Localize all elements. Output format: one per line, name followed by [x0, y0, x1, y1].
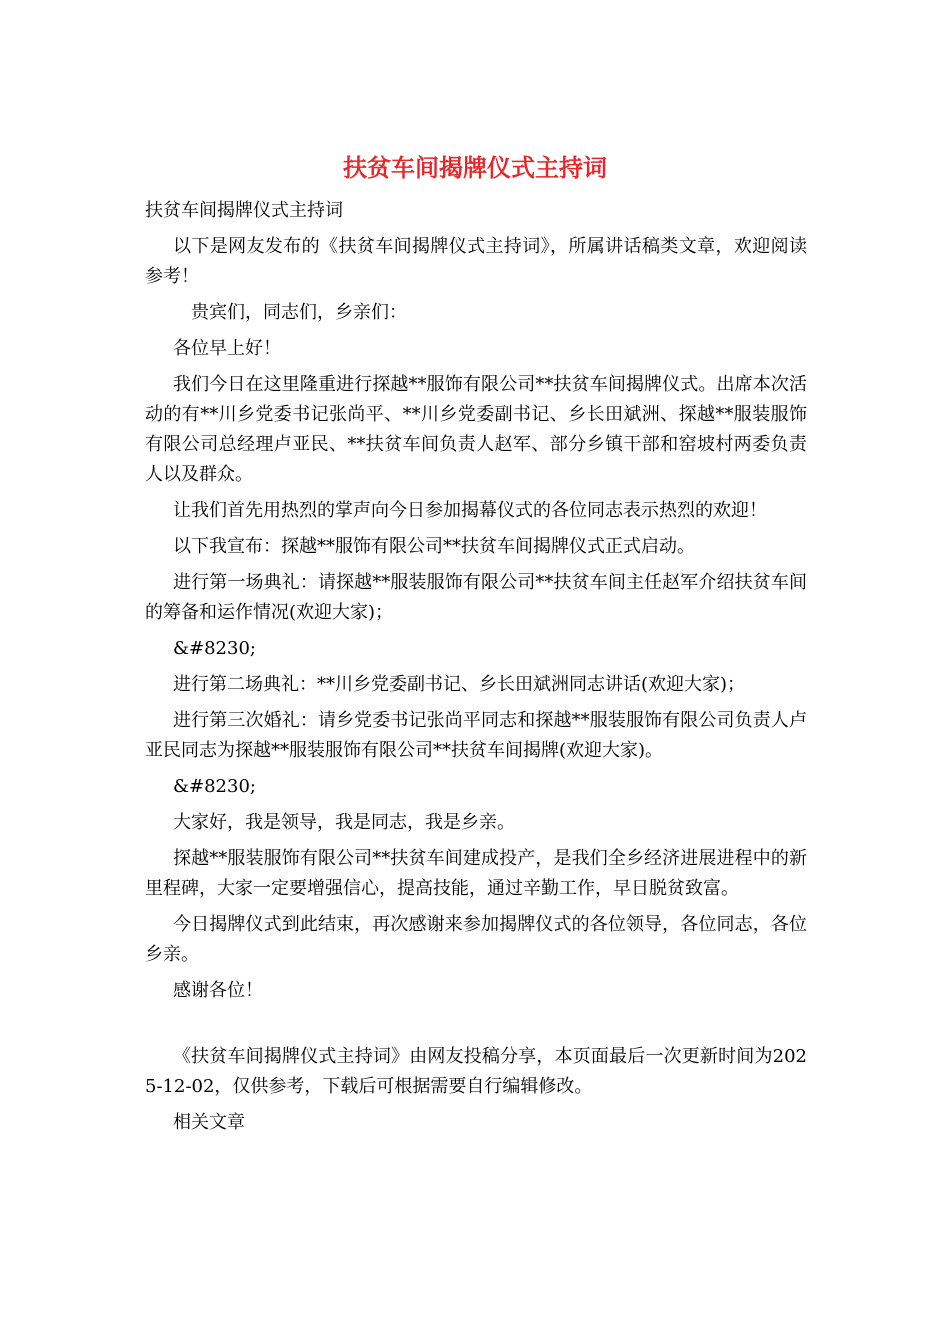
footer-note: 《扶贫车间揭牌仪式主持词》由网友投稿分享，本页面最后一次更新时间为2025-12-02，仅供参考，下载后可根据需要自行编辑修改。 [145, 1046, 807, 1097]
intro-paragraph: 以下是网友发布的《扶贫车间揭牌仪式主持词》，所属讲话稿类文章，欢迎阅读参考！ [145, 236, 807, 287]
subtitle-line: 扶贫车间揭牌仪式主持词 [145, 200, 343, 221]
ceremony-three-paragraph: 进行第三次婚礼：请乡党委书记张尚平同志和探越**服装服饰有限公司负责人卢亚民同志为探越**服装服饰有限公司**扶贫车间揭牌(欢迎大家)。 [145, 710, 807, 761]
opening-paragraph: 我们今日在这里隆重进行探越**服饰有限公司**扶贫车间揭牌仪式。出席本次活动的有**川乡党委书记张尚平、**川乡党委副书记、乡长田斌洲、探越**服装服饰有限公司总经理卢亚民、**扶贫车间负责人赵军、部分乡镇干部和窑坡村两委负责人以及群众。 [145, 374, 807, 485]
related-articles-link[interactable]: 相关文章 [173, 1112, 245, 1133]
announce-paragraph: 以下我宣布：探越**服饰有限公司**扶贫车间揭牌仪式正式启动。 [173, 536, 695, 557]
greeting-line: 贵宾们，同志们，乡亲们： [191, 302, 407, 323]
welcome-paragraph: 让我们首先用热烈的掌声向今日参加揭幕仪式的各位同志表示热烈的欢迎！ [173, 500, 767, 521]
ceremony-one-paragraph: 进行第一场典礼：请探越**服装服饰有限公司**扶贫车间主任赵军介绍扶贫车间的筹备和运作情况(欢迎大家)； [145, 572, 807, 623]
ceremony-two-paragraph: 进行第二场典礼：**川乡党委副书记、乡长田斌洲同志讲话(欢迎大家)； [173, 674, 746, 695]
morning-greeting: 各位早上好！ [173, 338, 281, 359]
ellipsis-line: &#8230; [173, 638, 256, 659]
ellipsis-line: &#8230; [173, 776, 256, 797]
thanks-line: 感谢各位！ [173, 980, 263, 1001]
closing-paragraph: 今日揭牌仪式到此结束，再次感谢来参加揭牌仪式的各位领导，各位同志，各位乡亲。 [145, 914, 807, 965]
speech-paragraph: 大家好，我是领导，我是同志，我是乡亲。 [173, 812, 515, 833]
document-body [145, 196, 807, 1144]
spacer [145, 1012, 807, 1042]
milestone-paragraph: 探越**服装服饰有限公司**扶贫车间建成投产，是我们全乡经济进展进程中的新里程碑，大家一定要增强信心，提高技能，通过辛勤工作，早日脱贫致富。 [145, 848, 807, 899]
document-title: 扶贫车间揭牌仪式主持词 [343, 153, 607, 182]
